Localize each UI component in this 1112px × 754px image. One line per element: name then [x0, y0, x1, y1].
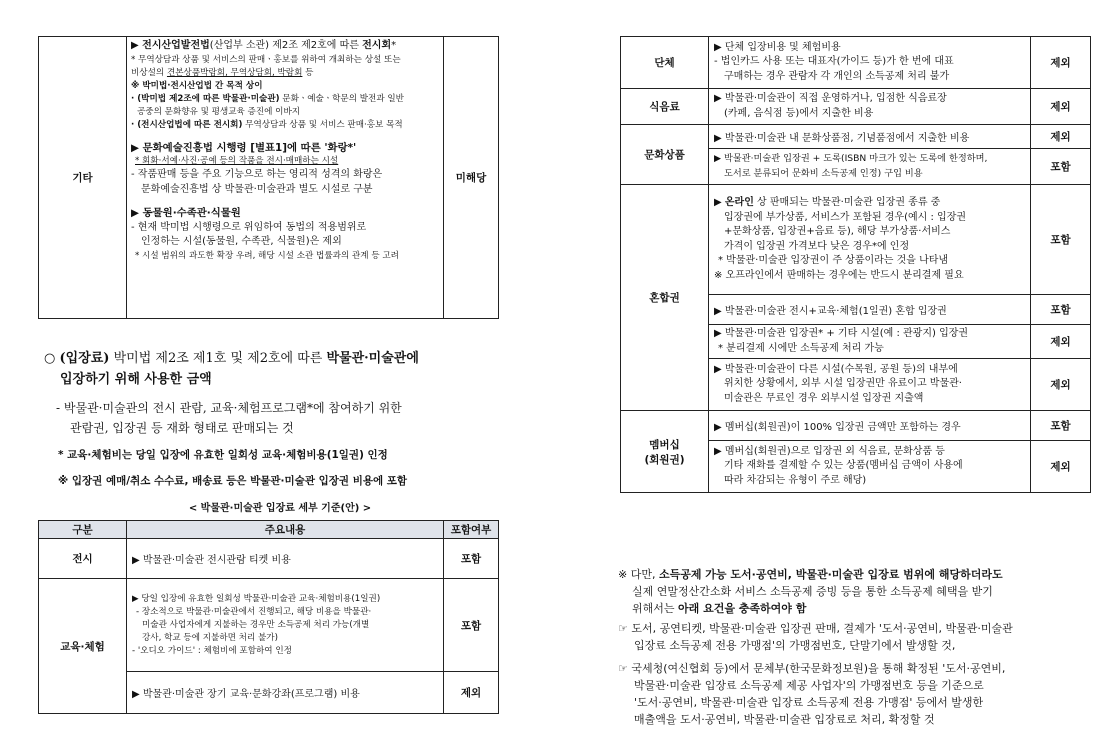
- other-category-table: [38, 36, 499, 319]
- table-header-row: [39, 521, 499, 539]
- table-row: ▶ 박물관·미술관이 다른 시설(수목원, 공원 등)의 내부에 위치한 상황에서, 외부 시설 입장권만 유료이고 박물관· 미술관은 무료인 경우 외부시설 입장권 지출액 제외: [621, 359, 1091, 411]
- requirement-1: ☞ 도서, 공연티켓, 박물관·미술관 입장권 판매, 결제가 '도서·공연비, 박물관·미술관: [618, 622, 1013, 635]
- col-header: 주요내용: [127, 521, 444, 539]
- admission-criteria-table: [38, 520, 499, 714]
- requirement-2-cont: 매출액을 도서·공연비, 박물관·미술관 입장료로 처리, 확정할 것: [634, 713, 935, 726]
- table-row: 단체 ▶ 단체 입장비용 및 체험비용 - 법인카드 사용 또는 대표자(가이드 등)가 한 번에 대표 구매하는 경우 관람자 각 개인의 소득공제 처리 불가 제외: [621, 37, 1091, 89]
- section-desc-cont: 관람권, 입장권 등 재화 형태로 판매되는 것: [70, 421, 294, 435]
- inclusion-cell: 미해당: [444, 37, 499, 319]
- table-row: 교육·체험 ▶ 당일 입장에 유효한 일회성 박물관·미술관 교육·체험비용(1일권) - 장소적으로 박물관·미술관에서 진행되고, 해당 비용을 박물관· 미술관 사업자에게 지불하는 경우만 소득공제 처리 가능(개별 강사, 학교 등에 지불하면 처리 불가) - '오디오 가이드' : 체험비에 포함하여 인정 포함: [39, 579, 499, 672]
- footnote-line: 실제 연말정산간소화 서비스 소득공제 증빙 등을 통한 소득공제 혜택을 받기: [632, 585, 993, 598]
- table-row: 전시 ▶ 박물관·미술관 전시관람 티켓 비용 포함: [39, 539, 499, 579]
- section-title: ○ (입장료) 박미법 제2조 제1호 및 제2호에 따른 박물관·미술관에: [44, 351, 419, 366]
- col-header: 구분: [39, 521, 127, 539]
- table-row: ▶ 멤버십(회원권)으로 입장권 외 식음료, 문화상품 등 기타 재화를 결제할 수 있는 상품(멤버십 금액이 사용에 따라 차감되는 유형이 주로 해당) 제외: [621, 441, 1091, 493]
- ticket-type-table: [620, 36, 1091, 493]
- note-fees: ※ 입장권 예매/취소 수수료, 배송료 등은 박물관·미술관 입장권 비용에 포함: [58, 475, 408, 487]
- table-row: ▶ 박물관·미술관 입장권 + 도록(ISBN 마크가 있는 도록에 한정하며, 도서로 분류되어 문화비 소득공제 인정) 구입 비용 포함: [621, 149, 1091, 185]
- requirement-2-cont: '도서·공연비, 박물관·미술관 입장료 소득공제 전용 가맹점' 등에서 발생한: [634, 696, 984, 709]
- table-row: ▶ 박물관·미술관 장기 교육·문화강좌(프로그램) 비용 제외: [39, 672, 499, 714]
- note-education: * 교육·체험비는 당일 입장에 유효한 일회성 교육·체험비용(1일권) 인정: [58, 449, 388, 461]
- category-cell: 기타: [39, 37, 127, 319]
- footnote-line: 위해서는 아래 요건을 충족하여야 함: [632, 602, 807, 615]
- footnote-line: ※ 다만, 소득공제 가능 도서·공연비, 박물관·미술관 입장료 범위에 해당하더라도: [618, 568, 1003, 581]
- table-row: ▶ 박물관·미술관 전시+교육·체험(1일권) 혼합 입장권 포함: [621, 295, 1091, 325]
- table-row: 멤버십 (회원권) ▶ 멤버십(회원권)이 100% 입장권 금액만 포함하는 경우 포함: [621, 411, 1091, 441]
- table-row: 식음료 ▶ 박물관·미술관이 직접 운영하거나, 입점한 식음료장 (카페, 음식점 등)에서 지출한 비용 제외: [621, 89, 1091, 125]
- table-row: [39, 37, 499, 319]
- section-title-cont: 입장하기 위해 사용한 금액: [60, 372, 212, 387]
- requirement-1-cont: 입장료 소득공제 전용 가맹점'의 가맹점번호, 단말기에서 발생할 것,: [634, 639, 956, 652]
- requirement-2: ☞ 국세청(여신협회 등)에서 문체부(한국문화정보원)을 통해 확정된 '도서·공연비,: [618, 662, 1006, 675]
- table-row: ▶ 박물관·미술관 입장권* + 기타 시설(예 : 관광지) 입장권 * 분리결제 시에만 소득공제 처리 가능 제외: [621, 325, 1091, 359]
- content-cell: ▶ 전시산업발전법(산업부 소관) 제2조 제2호에 따른 전시회* * 무역상담과 상품 및 서비스의 판매ㆍ홍보를 위하여 개최하는 상설 또는 비상설의 견본상품박람회, 무역상담회, 박람회 등 ※ 박미법·전시산업법 간 목적 상이 · (박미법 제2조에 따른 박물관·미술관) 문화ㆍ예술ㆍ학문의 발전과 일반 공중의 문화향유 및 평생교육 증진에 이바지 · (전시산업법에 따른 전시회) 무역상담과 상품 및 서비스 판매·홍보 목적 ▶ 문화예술진흥법 시행령 [별표1]에 따른 '화랑*' * 회화·서예·사진·공예 등의 작품을 전시·매매하는 시설 - 작품판매 등을 주요 기능으로 하는 영리적 성격의 화랑은 문화예술진흥법 상 박물관·미술관과 별도 시설로 구분 ▶ 동물원·수족관·식물원 - 현재 박미법 시행령으로 위임하여 동법의 적용범위로 인정하는 시설(동물원, 수족관, 식물원)은 제외 * 시설 범위의 과도한 확장 우려, 해당 시설 소관 법률과의 관계 등 고려: [127, 37, 444, 319]
- table-row: 문화상품 ▶ 박물관·미술관 내 문화상품점, 기념품점에서 지출한 비용 제외: [621, 125, 1091, 149]
- table-row: 혼합권 ▶ 온라인 상 판매되는 박물관·미술관 입장권 종류 중 입장권에 부가상품, 서비스가 포함된 경우(예시 : 입장권 +문화상품, 입장권+음료 등), 해당 부가상품·서비스 가격이 입장권 가격보다 낮은 경우*에 인정 * 박물관·미술관 입장권이 주 상품이라는 것을 나타냄 ※ 오프라인에서 판매하는 경우에는 반드시 분리결제 필요 포함: [621, 185, 1091, 295]
- table-caption: < 박물관·미술관 입장료 세부 기준(안) >: [188, 503, 372, 514]
- col-header: 포함여부: [444, 521, 499, 539]
- section-desc: - 박물관·미술관의 전시 관람, 교육·체험프로그램*에 참여하기 위한: [56, 401, 402, 415]
- requirement-2-cont: 박물관·미술관 입장료 소득공제 제공 사업자'의 가맹점번호 등을 기준으로: [634, 679, 984, 692]
